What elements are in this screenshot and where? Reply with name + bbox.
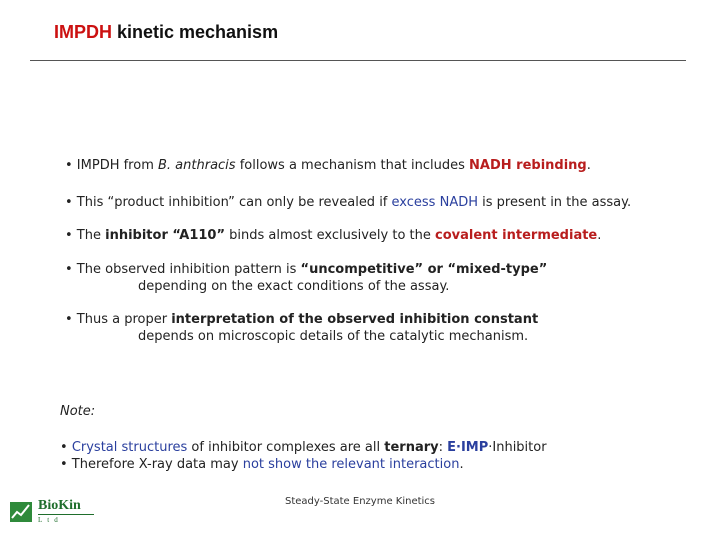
- title-accent: IMPDH: [54, 22, 112, 42]
- page-title: [54, 22, 278, 43]
- note-2-highlight: not show the relevant interaction: [242, 457, 460, 472]
- bullet-3-text-b: binds almost exclusively to the: [225, 228, 436, 243]
- bullet-5-continuation: depends on microscopic details of the catalytic mechanism.: [138, 329, 529, 344]
- bullet-3-text-c: .: [597, 228, 602, 243]
- bullet-3-highlight: covalent intermediate: [435, 228, 598, 243]
- note-1-ternary: ternary: [384, 440, 439, 455]
- bullet-3-text-a: • The: [65, 228, 106, 243]
- footer-text: Steady-State Enzyme Kinetics: [284, 496, 436, 507]
- note-1-text-a: of inhibitor complexes are all: [187, 440, 385, 455]
- note-1-bullet: •: [60, 440, 72, 455]
- bullet-5-text-a: • Thus a proper: [65, 312, 172, 327]
- bullet-2-highlight: excess NADH: [391, 195, 478, 210]
- bullet-3-inhibitor: inhibitor “A110”: [105, 228, 226, 243]
- bullet-4-continuation: depending on the exact conditions of the assay.: [138, 279, 450, 294]
- bullet-1-text-c: .: [586, 158, 591, 173]
- bullet-5-highlight: interpretation of the observed inhibition constant: [171, 312, 539, 327]
- logo-name: BioKin: [38, 498, 81, 513]
- bullet-1-text-b: follows a mechanism that includes: [235, 158, 470, 173]
- bullet-2-text-b: is present in the assay.: [478, 195, 632, 210]
- logo-sub: Ltd: [38, 514, 94, 524]
- biokin-logo-icon: [10, 502, 32, 522]
- note-1-text-b: :: [438, 440, 448, 455]
- bullet-2-text-a: • This “product inhibition” can only be revealed if: [65, 195, 392, 210]
- bullet-1-text-a: • IMPDH from: [65, 158, 158, 173]
- note-1-text-c: ·Inhibitor: [488, 440, 547, 455]
- note-1-complex: E·IMP: [447, 440, 489, 455]
- title-rest: kinetic mechanism: [112, 22, 279, 42]
- title-divider: [30, 60, 686, 61]
- note-1-highlight: Crystal structures: [71, 440, 188, 455]
- note-2-text-a: • Therefore X-ray data may: [60, 457, 243, 472]
- bullet-5: [65, 311, 705, 345]
- bullet-4-highlight: “uncompetitive” or “mixed-type”: [300, 262, 548, 277]
- note-line-2: [60, 456, 700, 473]
- bullet-1-highlight: NADH rebinding: [469, 158, 587, 173]
- note-label: Note:: [60, 404, 96, 419]
- note-2-text-b: .: [459, 457, 464, 472]
- biokin-logo: [10, 496, 94, 526]
- bullet-1: [65, 157, 705, 174]
- bullet-2: [65, 194, 705, 211]
- bullet-4: [65, 261, 705, 295]
- note-line-1: [60, 439, 700, 456]
- bullet-1-species: B. anthracis: [158, 158, 236, 173]
- bullet-4-text-a: • The observed inhibition pattern is: [65, 262, 301, 277]
- bullet-3: [65, 227, 705, 244]
